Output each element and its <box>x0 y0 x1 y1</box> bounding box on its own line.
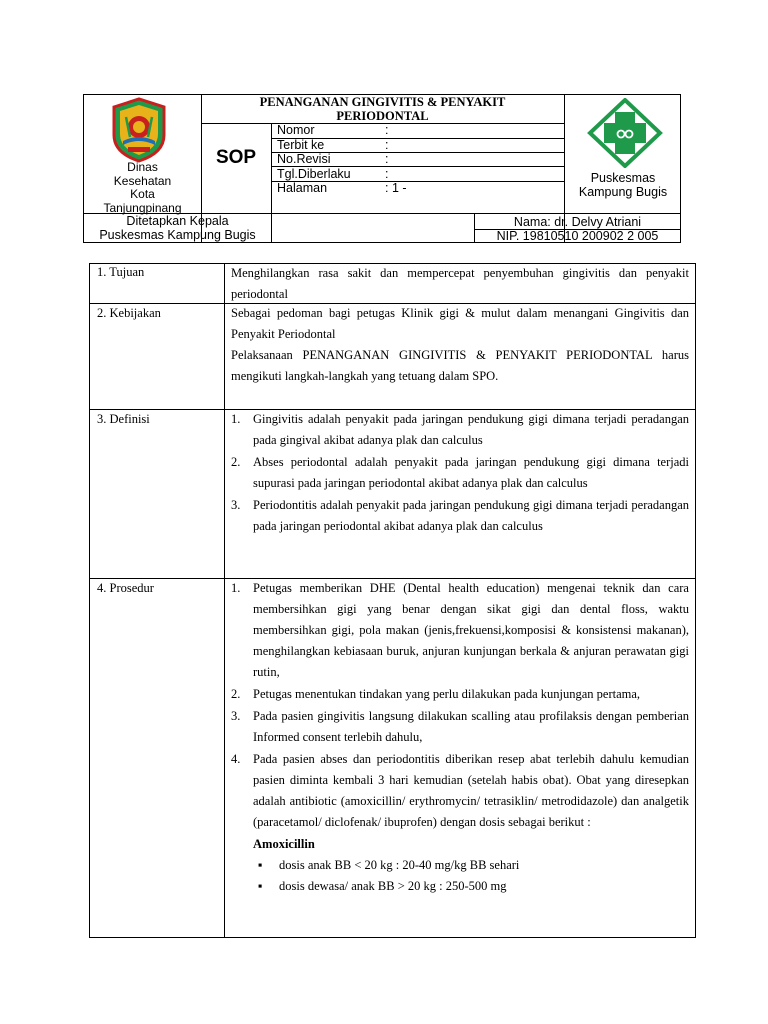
drug-heading: Amoxicillin <box>253 837 315 851</box>
column-divider <box>224 264 225 937</box>
bullet-icon: ▪ <box>258 858 263 872</box>
item-number: 1. <box>231 581 241 595</box>
item-text: Pada pasien gingivitis langsung dilakukan scalling atau profilaksis dengan pemberian Informed consent terlebih dahulu, <box>253 709 689 744</box>
prosedur-block <box>231 578 689 897</box>
sop-content-table <box>89 263 696 938</box>
facility-line: Kampung Bugis <box>578 185 668 199</box>
item-text: Petugas memberikan DHE (Dental health education) mengenai teknik dan cara membersihkan gigi yang benar dengan sikat gigi dan dental floss, waktu membersihkan gigi, pola makan (jenis,frekuensi,komposisi & konsistensi makanan), menghilangkan kebiasaan buruk, anjuran kunjungan berkala & anjuran perawatan gigi rutin, <box>253 581 689 679</box>
meta-row <box>277 181 562 196</box>
dose-text: dosis dewasa/ anak BB > 20 kg : 250-500 mg <box>279 879 507 893</box>
meta-key: No.Revisi <box>277 152 331 166</box>
item-text: Abses periodontal adalah penyakit pada jaringan pendukung gigi dimana terjadi supurasi pada jaringan periodontal akibat adanya plak dan calculus <box>253 455 689 490</box>
agency-line: Dinas <box>127 160 158 174</box>
list-item <box>231 578 689 683</box>
facility-name <box>564 171 682 199</box>
item-number: 2. <box>231 687 241 701</box>
agency-name <box>84 161 201 215</box>
signatory-nip: NIP. 19810510 200902 2 005 <box>496 229 659 243</box>
title-line: PERIODONTAL <box>336 109 429 123</box>
section-label-tujuan: 1. Tujuan <box>97 265 145 279</box>
item-text: Periodontitis adalah penyakit pada jaringan pendukung gigi dimana terjadi peradangan pada jaringan periodontal akibat adanya plak dan calculus <box>253 498 689 533</box>
agency-line: Kota <box>130 187 155 201</box>
document-title <box>201 95 564 123</box>
item-text: Pada pasien abses dan periodontitis diberikan resep abat terlebih dahulu kemudian pasien diminta kembali 3 hari kemudian (setelah habis obat). Obat yang diresepkan adalah antibiotic (amoxicillin/ erythromycin/ tetrasiklin/ metrodidazole) dan analgetik (paracetamol/ diclofenak/ ibuprofen) dengan dosis sebagai berikut : <box>253 752 689 829</box>
meta-value: : 1 - <box>385 181 407 195</box>
item-number: 4. <box>231 752 241 766</box>
list-item <box>231 495 689 537</box>
dose-text: dosis anak BB < 20 kg : 20-40 mg/kg BB sehari <box>279 858 520 872</box>
meta-value: : <box>385 137 389 152</box>
meta-row <box>277 152 562 167</box>
agency-line: Tanjungpinang <box>103 200 182 215</box>
list-item <box>231 452 689 494</box>
regional-emblem-icon <box>106 97 172 163</box>
meta-key: Nomor <box>277 123 315 137</box>
header-divider <box>271 213 272 242</box>
bullet-icon: ▪ <box>258 879 263 893</box>
meta-row <box>277 123 562 138</box>
ditetapkan-line: Ditetapkan Kepala <box>126 214 229 228</box>
list-item <box>231 409 689 451</box>
kebijakan-paragraph: Pelaksanaan PENANGANAN GINGIVITIS & PENYAKIT PERIODONTAL harus mengikuti langkah-langkah yang tetuang dalam SPO. <box>231 348 689 383</box>
ditetapkan-block <box>84 214 271 242</box>
meta-row <box>277 167 562 182</box>
meta-key: Halaman <box>277 181 328 195</box>
facility-line: Puskesmas <box>590 171 656 185</box>
item-number: 2. <box>231 455 241 469</box>
sop-label: SOP <box>215 147 257 168</box>
meta-list <box>277 123 562 196</box>
definisi-block <box>231 409 689 538</box>
meta-row <box>277 138 562 153</box>
meta-key: Tgl.Diberlaku <box>277 166 351 181</box>
list-item <box>231 684 689 705</box>
item-text: Petugas menentukan tindakan yang perlu dilakukan pada kunjungan pertama, <box>253 687 641 701</box>
ditetapkan-line: Puskesmas Kampung Bugis <box>99 228 256 242</box>
kebijakan-block <box>231 303 689 387</box>
list-item <box>231 749 689 833</box>
section-label-definisi: 3. Definisi <box>97 412 150 426</box>
header-divider <box>271 123 272 213</box>
title-line: PENANGANAN GINGIVITIS & PENYAKIT <box>259 95 506 109</box>
meta-value: : <box>385 152 389 166</box>
tujuan-text: Menghilangkan rasa sakit dan mempercepat penyembuhan gingivitis dan penyakit periodontal <box>231 266 689 301</box>
agency-line: Kesehatan <box>113 173 172 188</box>
dose-item <box>253 876 689 897</box>
item-number: 3. <box>231 709 241 723</box>
sop-header-table <box>83 94 681 243</box>
dose-list <box>231 855 689 897</box>
kebijakan-paragraph: Sebagai pedoman bagi petugas Klinik gigi & mulut dalam menangani Gingivitis dan Penyakit Periodontal <box>231 306 689 341</box>
puskesmas-cross-icon <box>587 98 663 168</box>
signatory-name: Nama: dr. Delvy Atriani <box>513 215 642 229</box>
item-text: Gingivitis adalah penyakit pada jaringan pendukung gigi dimana terjadi peradangan pada gingival akibat adanya plak dan calculus <box>253 412 689 447</box>
dose-item <box>253 855 689 876</box>
item-number: 1. <box>231 412 241 426</box>
meta-value: : <box>385 123 389 137</box>
section-label-kebijakan: 2. Kebijakan <box>97 306 161 320</box>
meta-key: Terbit ke <box>277 137 325 152</box>
meta-value: : <box>385 166 389 181</box>
list-item <box>231 706 689 748</box>
section-label-prosedur: 4. Prosedur <box>97 581 154 595</box>
item-number: 3. <box>231 498 241 512</box>
